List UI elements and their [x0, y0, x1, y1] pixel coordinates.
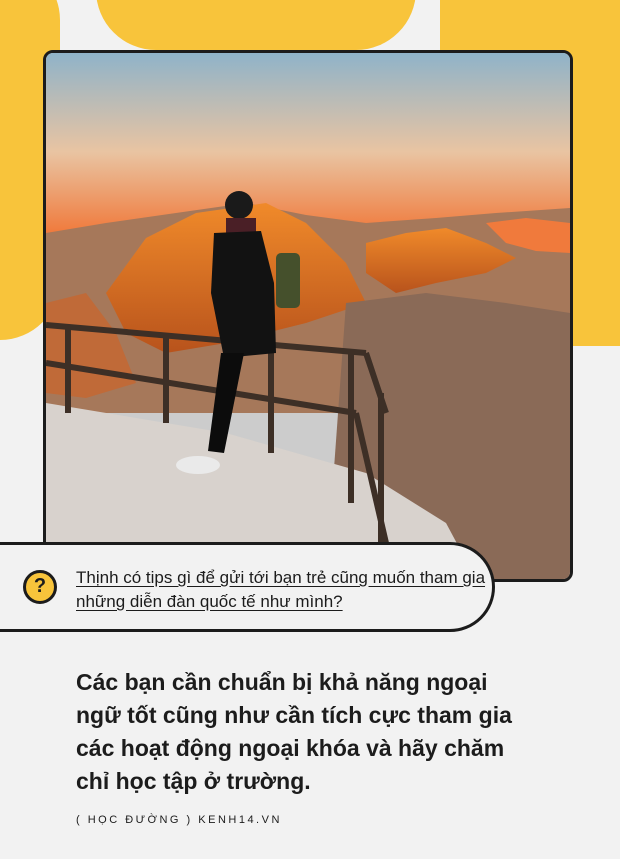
footer-brand: ( HỌC ĐƯỜNG ) KENH14.VN: [76, 814, 282, 826]
question-text: Thịnh có tips gì để gửi tới bạn trẻ cũng muốn tham gia những diễn đàn quốc tế như mình?: [76, 568, 486, 611]
mountain-sunset-photo: [46, 53, 570, 579]
hero-photo: [43, 50, 573, 582]
answer-text: Các bạn cần chuẩn bị khả năng ngoại ngữ tốt cũng như cần tích cực tham gia các hoạt động ngoại khóa và hãy chăm chỉ học tập ở trường.: [76, 669, 512, 794]
question-mark-icon: ?: [23, 570, 57, 604]
yellow-decor-top: [96, 0, 416, 50]
